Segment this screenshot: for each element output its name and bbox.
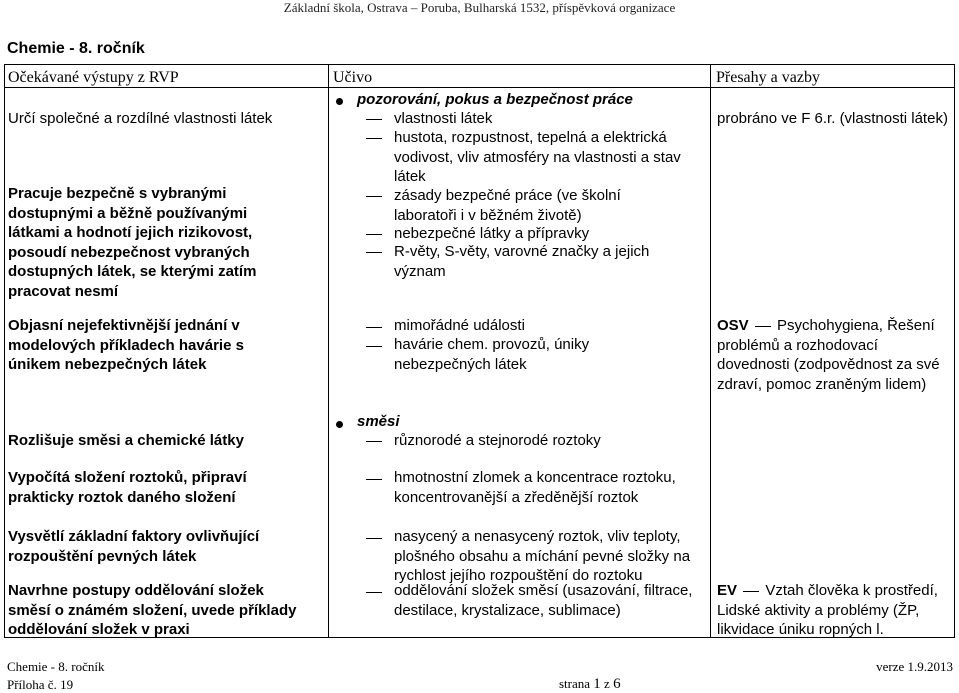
footer-subject: Chemie - 8. ročník <box>7 659 105 674</box>
curriculum-item: hustota, rozpustnost, tepelná a elektrická vodivost, vliv atmosféry na vlastnosti a stav látek <box>394 129 681 185</box>
topic-bullet <box>336 421 343 428</box>
curriculum-item: vlastnosti látek <box>394 110 493 127</box>
dash-icon <box>366 252 382 253</box>
column-header-links: Přesahy a vazby <box>716 69 820 86</box>
page-total: 6 <box>613 676 621 692</box>
footer-page-number <box>559 676 621 693</box>
link-osv <box>717 316 949 394</box>
outcome-safety: Pracuje bezpečně s vybranými dostupnými a běžně používanými látkami a hodnotí jejich rizikovost, posoudí nebezpečnost vybraných dostupných látek, se kterými zatím pracovat nesmí <box>8 185 257 300</box>
link-physics: probráno ve F 6.r. (vlastnosti látek) <box>717 110 948 127</box>
curriculum-item: mimořádné události <box>394 317 525 334</box>
dash-icon <box>366 538 382 539</box>
dash-icon <box>366 346 382 347</box>
column-divider-2 <box>710 64 711 637</box>
footer-attachment: Příloha č. 19 <box>7 677 74 692</box>
topic-bullet <box>336 98 343 105</box>
outcome-separation: Navrhne postupy oddělování složek směsí o známém složení, uvede příklady oddělování složek v praxi <box>8 582 297 638</box>
curriculum-item: oddělování složek směsí (usazování, filtrace, destilace, krystalizace, sublimace) <box>394 582 693 619</box>
footer-version: verze 1.9.2013 <box>876 659 953 674</box>
link-ev-text: Vztah člověka k prostředí, Lidské aktivity a problémy (ŽP, likvidace úniku ropných l. <box>717 582 938 638</box>
curriculum-item: havárie chem. provozů, úniky nebezpečných látek <box>394 336 590 373</box>
curriculum-item: různorodé a stejnorodé roztoky <box>394 432 601 449</box>
outcome-dissolution: Vysvětlí základní faktory ovlivňující rozpouštění pevných látek <box>8 528 260 565</box>
curriculum-item: zásady bezpečné práce (ve školní laboratoři i v běžném životě) <box>394 187 621 224</box>
document-title: Chemie - 8. ročník <box>7 40 145 57</box>
column-header-curriculum: Učivo <box>333 69 373 86</box>
table-top-border <box>4 64 955 65</box>
curriculum-item: hmotnostní zlomek a koncentrace roztoku, koncentrovanější a zředěnější roztok <box>394 469 676 506</box>
dash-icon <box>755 326 771 327</box>
page-current: 1 <box>593 676 601 692</box>
dash-icon <box>366 592 382 593</box>
table-right-border <box>954 64 955 637</box>
header-bottom-border <box>4 87 955 88</box>
dash-icon <box>366 441 382 442</box>
curriculum-item: R-věty, S-věty, varovné značky a jejich význam <box>394 243 650 280</box>
school-header: Základní škola, Ostrava – Poruba, Bulharská 1532, příspěvková organizace <box>283 0 676 15</box>
column-header-outcomes: Očekávané výstupy z RVP <box>8 69 179 86</box>
link-osv-code: OSV <box>717 317 749 334</box>
outcome-mixtures: Rozlišuje směsi a chemické látky <box>8 432 244 449</box>
dash-icon <box>366 234 382 235</box>
dash-icon <box>366 327 382 328</box>
column-divider-1 <box>328 64 329 637</box>
link-osv-text: Psychohygiena, Řešení problémů a rozhodovací dovednosti (zodpovědnost za své zdraví, pomoc zraněným lidem) <box>717 317 940 393</box>
topic-safety-title: pozorování, pokus a bezpečnost práce <box>357 91 633 108</box>
dash-icon <box>366 138 382 139</box>
curriculum-item: nebezpečné látky a přípravky <box>394 225 590 242</box>
page-label: strana <box>559 676 591 691</box>
dash-icon <box>743 591 759 592</box>
curriculum-item: nasycený a nenasycený roztok, vliv teploty, plošného obsahu a míchání pevné složky na rychlost jejího rozpouštění do roztoku <box>394 528 691 584</box>
outcome-solutions: Vypočítá složení roztoků, připraví prakticky roztok daného složení <box>8 469 247 506</box>
link-ev <box>717 581 957 640</box>
outcome-accident: Objasní nejefektivnější jednání v modelových příkladech havárie s únikem nebezpečných látek <box>8 317 244 373</box>
page-separator: z <box>604 676 610 691</box>
outcome-properties: Určí společné a rozdílné vlastnosti látek <box>8 110 273 127</box>
table-left-border <box>4 64 5 637</box>
dash-icon <box>366 196 382 197</box>
dash-icon <box>366 119 382 120</box>
link-ev-code: EV <box>717 582 738 599</box>
dash-icon <box>366 479 382 480</box>
topic-mixtures-title: směsi <box>357 413 400 430</box>
